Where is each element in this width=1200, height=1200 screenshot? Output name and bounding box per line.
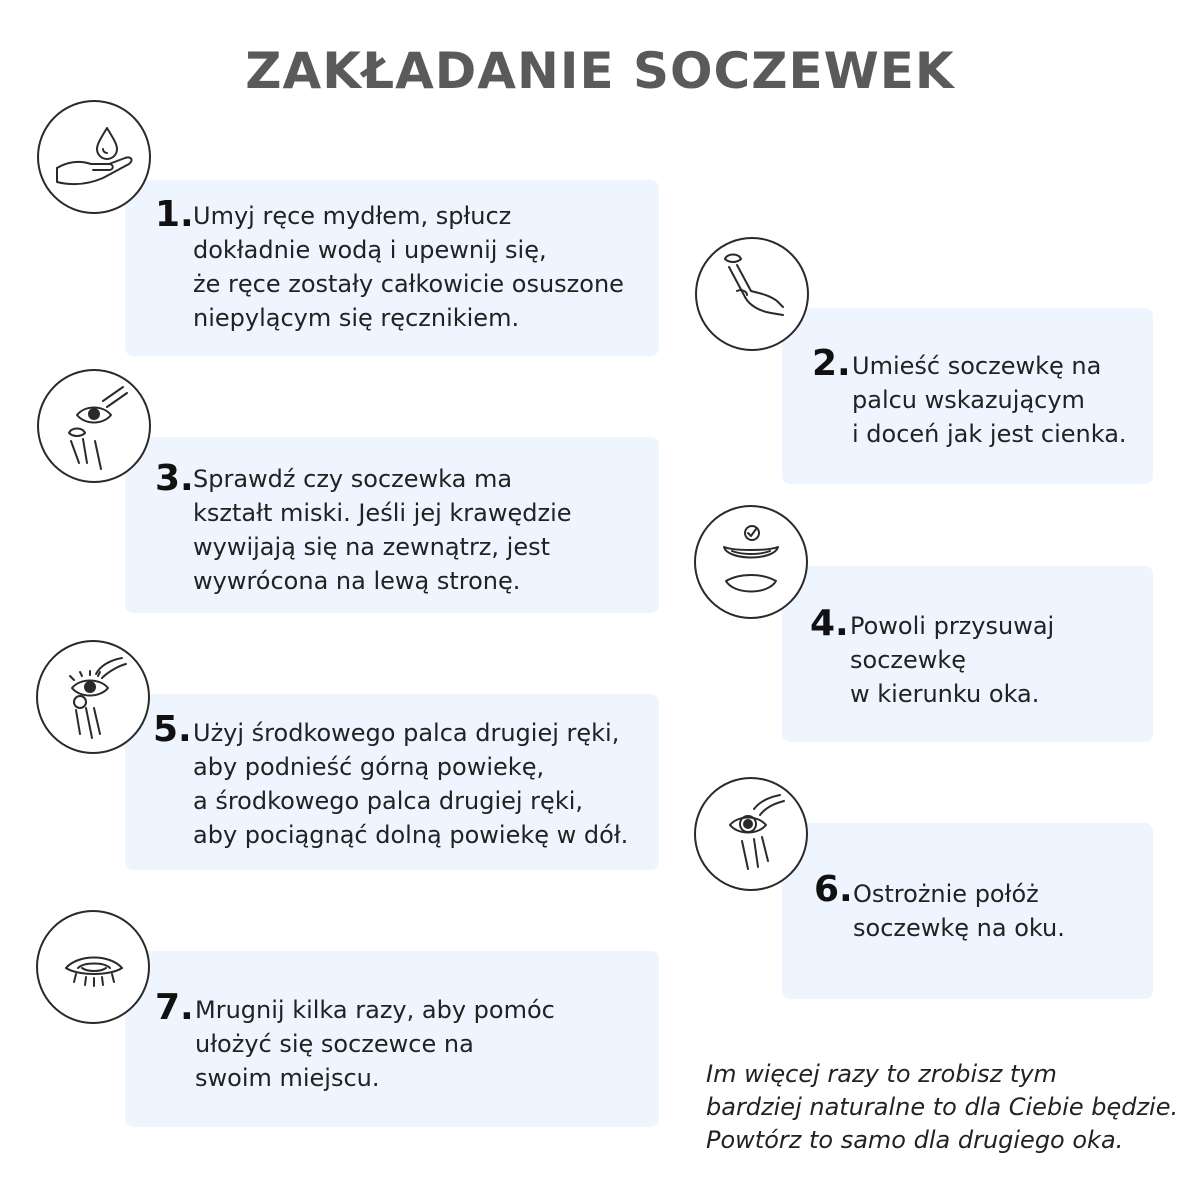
eye-lens-check-icon bbox=[39, 371, 149, 481]
footer-line: bardziej naturalne to dla Ciebie będzie. bbox=[706, 1093, 1179, 1121]
step-5-line: Użyj środkowego palca drugiej ręki, bbox=[193, 719, 620, 747]
step-1-line: dokładnie wodą i upewnij się, bbox=[193, 236, 547, 264]
step-7-icon-circle bbox=[36, 910, 150, 1024]
step-2-text bbox=[852, 349, 1127, 451]
eyelid-pull-icon bbox=[38, 642, 148, 752]
step-4-text bbox=[850, 609, 1054, 711]
step-5-icon-circle bbox=[36, 640, 150, 754]
step-1-text bbox=[193, 199, 624, 335]
step-6-line: Ostrożnie połóż bbox=[853, 880, 1039, 908]
closed-eye-icon bbox=[38, 912, 148, 1022]
footer-line: Powtórz to samo dla drugiego oka. bbox=[706, 1126, 1124, 1154]
step-6-line: soczewkę na oku. bbox=[853, 914, 1065, 942]
step-7-line: ułożyć się soczewce na bbox=[195, 1030, 474, 1058]
footer-line: Im więcej razy to zrobisz tym bbox=[706, 1060, 1057, 1088]
step-2-line: i doceń jak jest cienka. bbox=[852, 420, 1127, 448]
step-2-line: Umieść soczewkę na bbox=[852, 352, 1102, 380]
step-7-line: swoim miejscu. bbox=[195, 1064, 380, 1092]
step-5-number: 5. bbox=[153, 709, 192, 750]
step-2-line: palcu wskazującym bbox=[852, 386, 1085, 414]
step-5-line: aby podnieść górną powiekę, bbox=[193, 753, 545, 781]
step-4-icon-circle bbox=[694, 505, 808, 619]
step-3-number: 3. bbox=[155, 458, 194, 499]
step-5-text bbox=[193, 716, 628, 852]
step-4-line: soczewkę bbox=[850, 646, 967, 674]
step-3-line: wywrócona na lewą stronę. bbox=[193, 567, 521, 595]
step-6-icon-circle bbox=[694, 777, 808, 891]
finger-lens-icon bbox=[697, 239, 807, 349]
step-1-line: niepylącym się ręcznikiem. bbox=[193, 304, 520, 332]
step-7-text bbox=[195, 993, 555, 1095]
step-6-text bbox=[853, 877, 1065, 945]
step-1-icon-circle bbox=[37, 100, 151, 214]
step-3-card bbox=[125, 437, 659, 613]
step-3-icon-circle bbox=[37, 369, 151, 483]
lens-shape-check-icon bbox=[696, 507, 806, 617]
step-2-card bbox=[782, 308, 1153, 484]
step-3-line: wywijają się na zewnątrz, jest bbox=[193, 533, 551, 561]
step-6-number: 6. bbox=[814, 869, 853, 910]
step-5-card bbox=[125, 694, 659, 870]
step-1-line: Umyj ręce mydłem, spłucz bbox=[193, 202, 512, 230]
step-1-card bbox=[125, 180, 659, 356]
step-7-number: 7. bbox=[155, 987, 194, 1028]
step-7-card bbox=[125, 951, 659, 1127]
step-6-card bbox=[782, 823, 1153, 999]
step-3-line: Sprawdź czy soczewka ma bbox=[193, 465, 513, 493]
step-5-line: aby pociągnąć dolną powiekę w dół. bbox=[193, 821, 629, 849]
step-5-line: a środkowego palca drugiej ręki, bbox=[193, 787, 584, 815]
step-2-icon-circle bbox=[695, 237, 809, 351]
footer-note bbox=[706, 1058, 1178, 1157]
step-4-line: Powoli przysuwaj bbox=[850, 612, 1055, 640]
step-1-number: 1. bbox=[155, 194, 194, 235]
step-7-line: Mrugnij kilka razy, aby pomóc bbox=[195, 996, 555, 1024]
step-4-number: 4. bbox=[810, 603, 849, 644]
step-3-line: kształt miski. Jeśli jej krawędzie bbox=[193, 499, 572, 527]
water-drop-hand-icon bbox=[39, 102, 149, 212]
lens-on-eye-icon bbox=[696, 779, 806, 889]
step-4-card bbox=[782, 566, 1153, 742]
page-title: ZAKŁADANIE SOCZEWEK bbox=[245, 42, 955, 100]
step-3-text bbox=[193, 462, 572, 598]
step-2-number: 2. bbox=[812, 343, 851, 384]
step-1-line: że ręce zostały całkowicie osuszone bbox=[193, 270, 624, 298]
step-4-line: w kierunku oka. bbox=[850, 680, 1040, 708]
